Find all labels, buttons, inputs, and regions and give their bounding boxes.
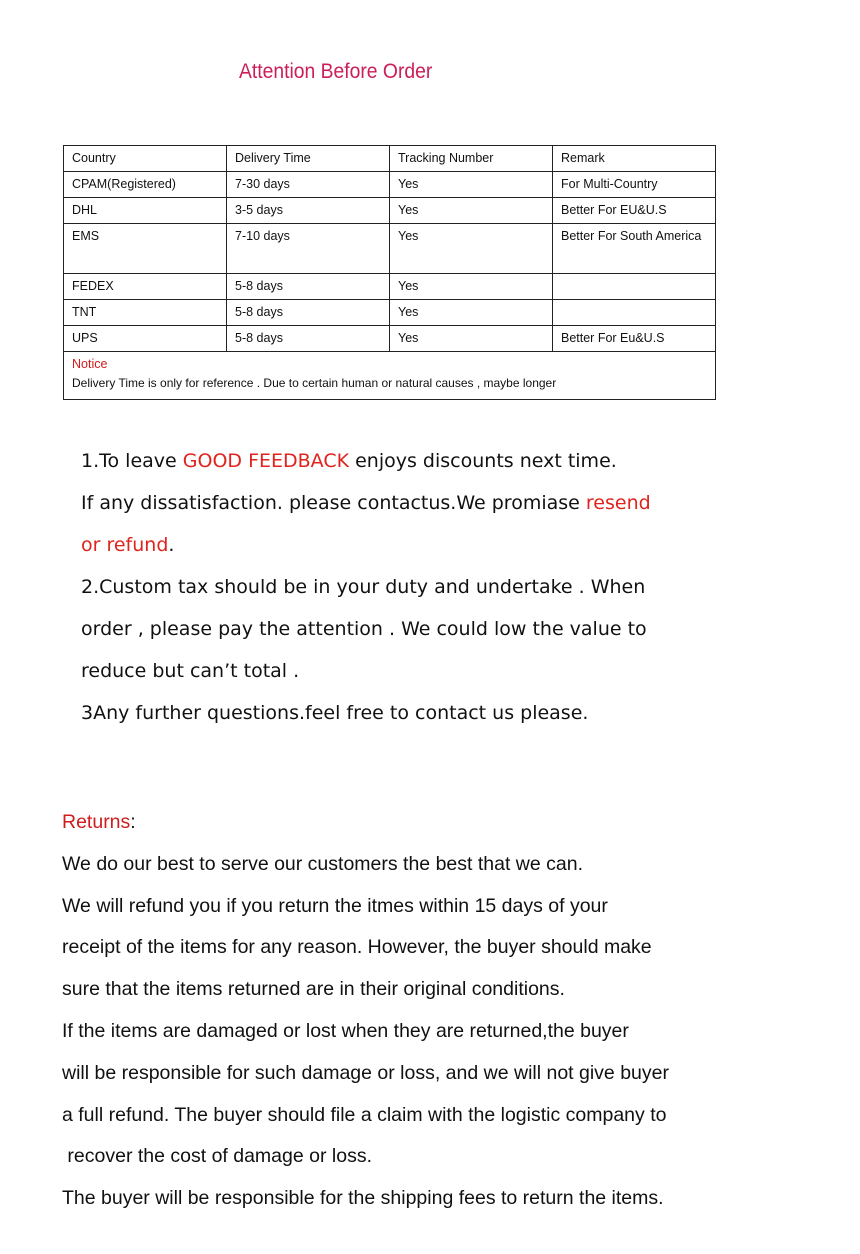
returns-line: sure that the items returned are in their original conditions.	[62, 978, 565, 1001]
returns-colon: :	[130, 811, 136, 833]
cell-country: UPS	[64, 326, 227, 352]
table-row	[64, 198, 716, 224]
cell-delivery-time: 5-8 days	[227, 326, 390, 352]
feedback-text: 1.To leave	[81, 450, 183, 472]
header-country: Country	[64, 146, 227, 172]
cell-remark: For Multi-Country	[553, 172, 716, 198]
table-row	[64, 326, 716, 352]
cell-tracking: Yes	[390, 224, 553, 274]
cell-country: CPAM(Registered)	[64, 172, 227, 198]
notice-row	[64, 352, 716, 400]
refund-highlight: or refund	[81, 534, 169, 556]
cell-delivery-time: 5-8 days	[227, 300, 390, 326]
feedback-line-2	[81, 482, 721, 524]
feedback-text: enjoys discounts next time.	[349, 450, 617, 472]
feedback-line-7: 3Any further questions.feel free to contact us please.	[81, 702, 589, 724]
feedback-line-3	[81, 524, 721, 566]
cell-tracking: Yes	[390, 172, 553, 198]
header-tracking-number: Tracking Number	[390, 146, 553, 172]
cell-delivery-time: 5-8 days	[227, 274, 390, 300]
cell-delivery-time: 7-30 days	[227, 172, 390, 198]
feedback-line-6: reduce but can’t total .	[81, 660, 300, 682]
page-title: Attention Before Order	[239, 60, 433, 83]
table-row	[64, 172, 716, 198]
feedback-text: If any dissatisfaction. please contactus.We promiase	[81, 492, 586, 514]
cell-remark: Better For Eu&U.S	[553, 326, 716, 352]
returns-line: recover the cost of damage or loss.	[62, 1145, 372, 1168]
cell-country: DHL	[64, 198, 227, 224]
table-header-row	[64, 146, 716, 172]
cell-remark	[553, 300, 716, 326]
cell-tracking: Yes	[390, 274, 553, 300]
returns-line: We will refund you if you return the itmes within 15 days of your	[62, 894, 608, 917]
resend-highlight: resend	[585, 492, 651, 514]
cell-tracking: Yes	[390, 198, 553, 224]
good-feedback-highlight: GOOD FEEDBACK	[182, 450, 350, 472]
cell-delivery-time: 3-5 days	[227, 198, 390, 224]
returns-section	[62, 802, 742, 1220]
cell-remark: Better For EU&U.S	[553, 198, 716, 224]
returns-heading	[62, 802, 742, 844]
returns-line: The buyer will be responsible for the shipping fees to return the items.	[62, 1187, 664, 1210]
cell-tracking: Yes	[390, 326, 553, 352]
header-delivery-time: Delivery Time	[227, 146, 390, 172]
feedback-line-1	[81, 440, 721, 482]
cell-remark	[553, 274, 716, 300]
cell-remark: Better For South America	[553, 224, 716, 274]
table-row	[64, 224, 716, 274]
cell-delivery-time: 7-10 days	[227, 224, 390, 274]
cell-country: TNT	[64, 300, 227, 326]
cell-tracking: Yes	[390, 300, 553, 326]
header-remark: Remark	[553, 146, 716, 172]
feedback-text: .	[168, 534, 175, 556]
shipping-table	[63, 145, 716, 400]
table-row	[64, 274, 716, 300]
feedback-line-4: 2.Custom tax should be in your duty and undertake . When	[81, 576, 646, 598]
returns-line: a full refund. The buyer should file a claim with the logistic company to	[62, 1103, 667, 1126]
table-row	[64, 300, 716, 326]
returns-line: will be responsible for such damage or loss, and we will not give buyer	[62, 1061, 669, 1084]
returns-line: If the items are damaged or lost when they are returned,the buyer	[62, 1019, 629, 1042]
feedback-section	[81, 440, 721, 734]
cell-country: FEDEX	[64, 274, 227, 300]
returns-label: Returns	[62, 811, 131, 833]
returns-line: receipt of the items for any reason. However, the buyer should make	[62, 936, 652, 959]
notice-cell	[64, 352, 716, 400]
feedback-line-5: order , please pay the attention . We could low the value to	[81, 618, 647, 640]
cell-country: EMS	[64, 224, 227, 274]
notice-label: Notice	[72, 357, 108, 371]
notice-text: Delivery Time is only for reference . Due to certain human or natural causes , maybe longer	[72, 376, 557, 390]
returns-line: We do our best to serve our customers the best that we can.	[62, 852, 583, 875]
